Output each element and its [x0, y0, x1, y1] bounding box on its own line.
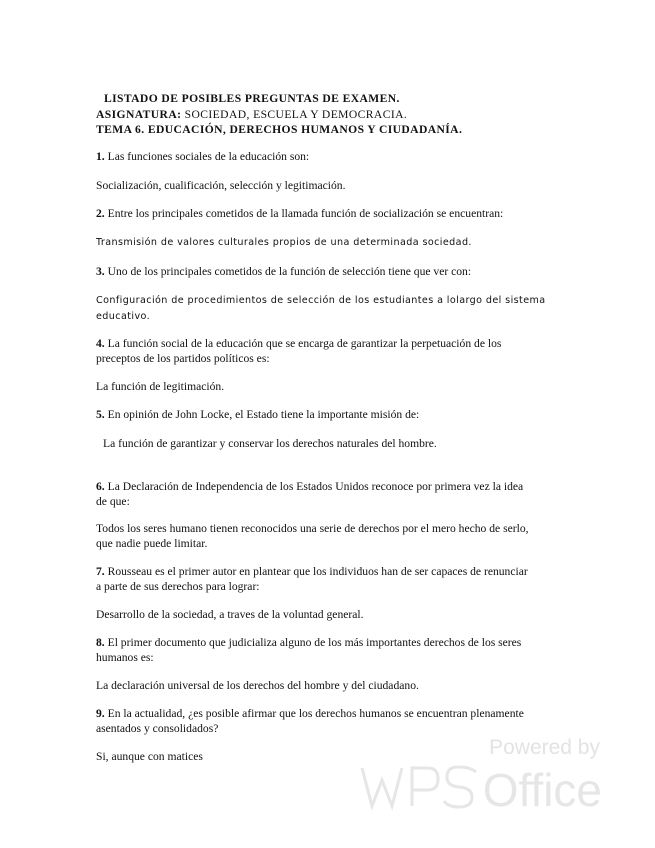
answer-9: Si, aunque con matices [96, 750, 203, 763]
answer-5: La función de garantizar y conservar los derechos naturales del hombre. [103, 437, 437, 450]
answer-6-line-2: que nadie puede limitar. [96, 537, 208, 550]
document-title: LISTADO DE POSIBLES PREGUNTAS DE EXAMEN. [104, 92, 400, 105]
question-9-line-1: 9. En la actualidad, ¿es posible afirmar que los derechos humanos se encuentran plenamente [96, 707, 524, 720]
office-text: Office [482, 764, 602, 814]
question-9-line-2: asentados y consolidados? [96, 722, 219, 735]
question-1: 1. Las funciones sociales de la educación son: [96, 150, 310, 163]
subject-label: ASIGNATURA: [96, 108, 182, 121]
answer-4: La función de legitimación. [96, 380, 225, 393]
question-2: 2. Entre los principales cometidos de la llamada función de socialización se encuentran: [96, 207, 504, 220]
question-8-line-1: 8. El primer documento que judicializa alguno de los más importantes derechos de los seres [96, 636, 522, 649]
powered-by-text: Powered by [489, 736, 600, 759]
question-7-line-2: a parte de sus derechos para lograr: [96, 580, 260, 593]
answer-1: Socialización, cualificación, selección y legitimación. [96, 179, 346, 192]
question-7-line-1: 7. Rousseau es el primer autor en plantear que los individuos han de ser capaces de renunciar [96, 565, 528, 578]
answer-7: Desarrollo de la sociedad, a traves de la voluntad general. [96, 608, 364, 621]
question-4-line-1: 4. La función social de la educación que se encarga de garantizar la perpetuación de los [96, 337, 502, 350]
wps-office-watermark [358, 734, 608, 814]
answer-6-line-1: Todos los seres humano tienen reconocidos una serie de derechos por el mero hecho de serlo, [96, 522, 529, 535]
question-6-line-2: de que: [96, 495, 130, 508]
question-5: 5. En opinión de John Locke, el Estado tiene la importante misión de: [96, 408, 420, 421]
question-4-line-2: preceptos de los partidos políticos es: [96, 352, 270, 365]
subject-value: SOCIEDAD, ESCUELA Y DEMOCRACIA. [184, 108, 408, 121]
answer-8: La declaración universal de los derechos del hombre y del ciudadano. [96, 679, 419, 692]
wps-logo-icon [358, 734, 608, 814]
topic-heading: TEMA 6. EDUCACIÓN, DERECHOS HUMANOS Y CIUDADANÍA. [96, 123, 463, 136]
answer-3-line-2: educativo. [96, 311, 151, 322]
question-6-line-1: 6. La Declaración de Independencia de los Estados Unidos reconoce por primera vez la idea [96, 480, 524, 493]
question-8-line-2: humanos es: [96, 651, 154, 664]
question-3: 3. Uno de los principales cometidos de la función de selección tiene que ver con: [96, 265, 472, 278]
answer-3-line-1: Configuración de procedimientos de selección de los estudiantes a lolargo del sistema [96, 295, 546, 306]
subject-line [96, 107, 407, 123]
answer-2: Transmisión de valores culturales propios de una determinada sociedad. [96, 237, 472, 248]
